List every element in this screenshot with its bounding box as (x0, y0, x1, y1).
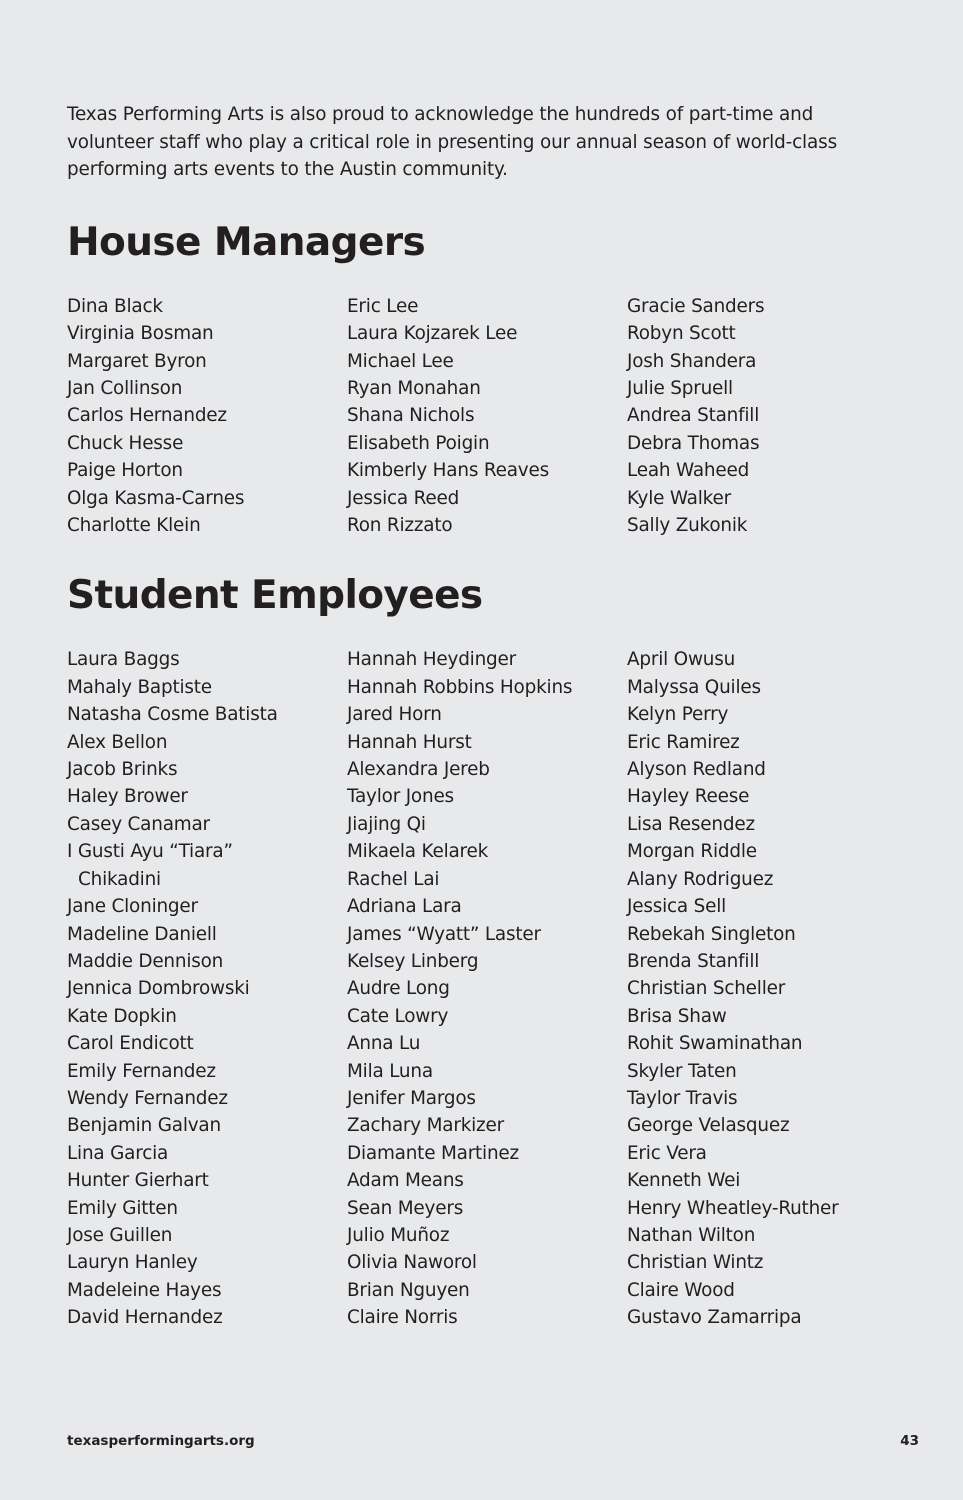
staff-name: Benjamin Galvan (67, 1115, 221, 1137)
page-content (67, 101, 897, 1332)
staff-name: Alexandra Jereb (347, 759, 490, 781)
house-managers-heading: House Managers (67, 219, 426, 265)
staff-name: David Hernandez (67, 1307, 223, 1329)
staff-name: Casey Canamar (67, 813, 210, 835)
staff-name: Sally Zukonik (627, 515, 748, 537)
staff-name: Alyson Redland (627, 759, 766, 781)
staff-name: Alany Rodriguez (627, 868, 774, 890)
staff-name: Eric Lee (347, 295, 419, 317)
staff-name: Debra Thomas (627, 432, 760, 454)
staff-name: Malyssa Quiles (627, 676, 761, 698)
staff-name: Jacob Brinks (67, 759, 178, 781)
staff-name: Kate Dopkin (67, 1005, 177, 1027)
staff-name: Hunter Gierhart (67, 1170, 209, 1192)
house-managers-list (67, 293, 897, 540)
staff-name: Cate Lowry (347, 1005, 449, 1027)
staff-name: Kenneth Wei (627, 1170, 741, 1192)
staff-name: Adam Means (347, 1170, 464, 1192)
staff-name: Carol Endicott (67, 1033, 194, 1055)
staff-name: Kelyn Perry (627, 704, 729, 726)
staff-name: Adriana Lara (347, 896, 462, 918)
staff-name: Claire Wood (627, 1279, 735, 1301)
staff-name: Sean Meyers (347, 1197, 464, 1219)
staff-name: Morgan Riddle (627, 841, 757, 863)
staff-name: Lauryn Hanley (67, 1252, 198, 1274)
staff-name: Jose Guillen (67, 1224, 173, 1246)
staff-name: Jiajing Qi (347, 813, 426, 835)
staff-name: Jessica Reed (347, 487, 460, 509)
staff-name: Virginia Bosman (67, 323, 214, 345)
staff-name: Emily Fernandez (67, 1060, 216, 1082)
staff-name: Julio Muñoz (347, 1224, 450, 1246)
staff-name: Hayley Reese (627, 786, 750, 808)
staff-name: Gracie Sanders (627, 295, 765, 317)
staff-name: Brenda Stanfill (627, 950, 760, 972)
staff-name: Elisabeth Poigin (347, 432, 490, 454)
student-employees-list (67, 646, 897, 1331)
staff-name: Madeline Daniell (67, 923, 217, 945)
staff-name: Anna Lu (347, 1033, 421, 1055)
staff-name: Nathan Wilton (627, 1224, 756, 1246)
staff-name: Zachary Markizer (347, 1115, 504, 1137)
footer-website-url: texasperformingarts.org (67, 1433, 255, 1449)
staff-name: Hannah Hurst (347, 731, 472, 753)
staff-name: James “Wyatt” Laster (347, 923, 541, 945)
staff-name: Josh Shandera (627, 350, 757, 372)
staff-name: Robyn Scott (627, 323, 736, 345)
staff-name: Hannah Robbins Hopkins (347, 676, 573, 698)
staff-name: Olga Kasma-Carnes (67, 487, 245, 509)
staff-name: Claire Norris (347, 1307, 458, 1329)
staff-name: Eric Ramirez (627, 731, 740, 753)
page-number: 43 (900, 1433, 919, 1449)
staff-name: April Owusu (627, 649, 736, 671)
staff-name: Skyler Taten (627, 1060, 737, 1082)
staff-name: Emily Gitten (67, 1197, 178, 1219)
staff-name: Dina Black (67, 295, 163, 317)
staff-name: Chuck Hesse (67, 432, 184, 454)
student-employees-column (67, 646, 347, 1331)
staff-name: Audre Long (347, 978, 450, 1000)
staff-name: Hannah Heydinger (347, 649, 516, 671)
staff-name: Laura Baggs (67, 649, 180, 671)
student-employees-column (627, 646, 907, 1331)
staff-name: Carlos Hernandez (67, 405, 227, 427)
staff-name: Chikadini (78, 868, 161, 890)
staff-name: Natasha Cosme Batista (67, 704, 278, 726)
staff-name: Alex Bellon (67, 731, 168, 753)
staff-name: Rohit Swaminathan (627, 1033, 803, 1055)
staff-name: Shana Nichols (347, 405, 475, 427)
staff-name: Ron Rizzato (347, 515, 453, 537)
intro-paragraph: Texas Performing Arts is also proud to acknowledge the hundreds of part-time and volunteer staff who play a critical role in presenting our annual season of world-class performing arts events to the Austin community. (67, 104, 837, 181)
student-employees-heading: Student Employees (67, 573, 483, 619)
staff-name: Rachel Lai (347, 868, 440, 890)
staff-name: Kyle Walker (627, 487, 731, 509)
staff-name: Jessica Sell (627, 896, 727, 918)
staff-name: Lisa Resendez (627, 813, 755, 835)
staff-name: Olivia Naworol (347, 1252, 477, 1274)
staff-name: Andrea Stanfill (627, 405, 760, 427)
staff-name: Kelsey Linberg (347, 950, 479, 972)
staff-name: Ryan Monahan (347, 378, 481, 399)
staff-name: Mila Luna (347, 1060, 433, 1082)
student-employees-column (347, 646, 627, 1331)
staff-name: I Gusti Ayu “Tiara” (67, 841, 233, 863)
staff-name: Eric Vera (627, 1142, 707, 1164)
staff-name: Jane Cloninger (67, 896, 198, 918)
staff-name: Charlotte Klein (67, 515, 201, 537)
staff-name: Mikaela Kelarek (347, 841, 489, 863)
staff-name: George Velasquez (627, 1115, 790, 1137)
staff-name: Diamante Martinez (347, 1142, 519, 1164)
staff-name: Gustavo Zamarripa (627, 1307, 802, 1329)
staff-name: Taylor Jones (347, 786, 454, 808)
staff-name: Kimberly Hans Reaves (347, 460, 549, 482)
staff-name: Taylor Travis (627, 1087, 738, 1109)
staff-name: Brian Nguyen (347, 1279, 470, 1301)
house-managers-column (67, 293, 347, 540)
staff-name: Brisa Shaw (627, 1005, 727, 1027)
staff-name: Jenifer Margos (347, 1087, 476, 1109)
staff-name: Margaret Byron (67, 350, 207, 372)
house-managers-column (347, 293, 627, 540)
staff-name: Mahaly Baptiste (67, 676, 212, 698)
staff-name: Michael Lee (347, 350, 454, 372)
staff-name: Christian Wintz (627, 1252, 764, 1274)
house-managers-column (627, 293, 907, 540)
staff-name: Jan Collinson (67, 378, 183, 399)
staff-name: Christian Scheller (627, 978, 786, 1000)
staff-name: Madeleine Hayes (67, 1279, 222, 1301)
staff-name: Haley Brower (67, 786, 188, 808)
staff-name: Laura Kojzarek Lee (347, 323, 518, 345)
staff-name: Julie Spruell (627, 378, 733, 399)
staff-name: Leah Waheed (627, 460, 750, 482)
staff-name: Rebekah Singleton (627, 923, 796, 945)
staff-name: Jennica Dombrowski (67, 978, 250, 1000)
staff-name: Jared Horn (347, 704, 442, 726)
staff-name: Lina Garcia (67, 1142, 169, 1164)
staff-name: Paige Horton (67, 460, 183, 482)
staff-name: Henry Wheatley-Ruther (627, 1197, 839, 1219)
staff-name: Wendy Fernandez (67, 1087, 228, 1109)
staff-name: Maddie Dennison (67, 950, 224, 972)
